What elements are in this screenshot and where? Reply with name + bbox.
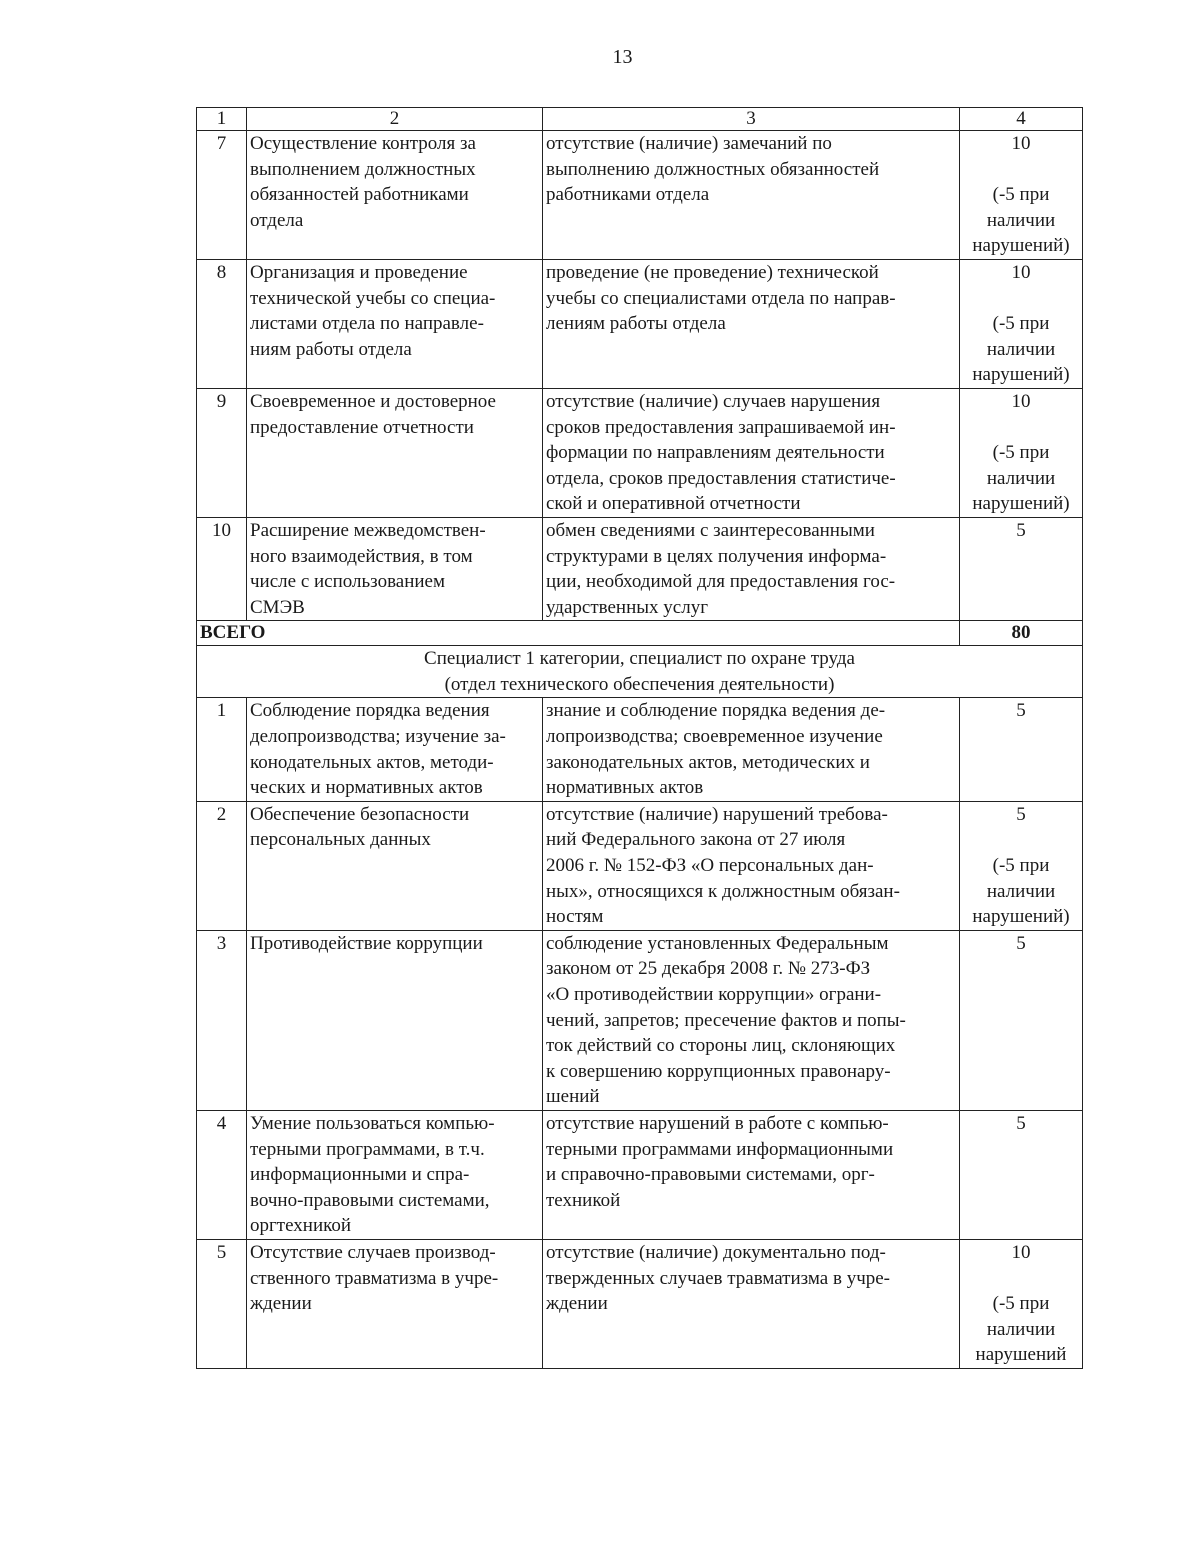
- table-row: [197, 698, 1083, 801]
- criterion-line: ниям работы отдела: [250, 338, 412, 360]
- row-number: 9: [197, 388, 247, 517]
- points-cell: [960, 517, 1083, 620]
- indicator-line: ных», относящихся к должностным обязан-: [546, 880, 900, 902]
- criterion-line: персональных данных: [250, 829, 431, 851]
- penalty-line: наличии: [986, 338, 1056, 360]
- criterion-line: Умение пользоваться компью-: [250, 1112, 495, 1134]
- criterion-line: предоставление отчетности: [250, 416, 474, 438]
- indicator-line: работниками отдела: [546, 184, 710, 206]
- criterion-line: обязанностей работниками: [250, 184, 469, 206]
- criterion-line: Соблюдение порядка ведения: [250, 700, 490, 722]
- indicator-line: ждении: [546, 1293, 608, 1315]
- criterion-line: ного взаимодействия, в том: [250, 545, 473, 567]
- indicator-line: отдела, сроков предоставления статистиче-: [546, 467, 896, 489]
- criterion-line: Противодействие коррупции: [250, 932, 483, 954]
- penalty-line: нарушений): [972, 493, 1070, 515]
- points-value: 10: [1011, 1241, 1031, 1263]
- indicator-line: твержденных случаев травматизма в учре-: [546, 1267, 891, 1289]
- indicator-line: к совершению коррупционных правонару-: [546, 1060, 891, 1082]
- points-value: 5: [1016, 519, 1026, 541]
- points-value: 5: [1016, 700, 1026, 722]
- penalty-line: наличии: [986, 1318, 1056, 1340]
- section-title-line: (отдел технического обеспечения деятельности): [444, 673, 835, 695]
- points-value: 5: [1016, 803, 1026, 825]
- section-title: [197, 646, 1083, 698]
- indicator-cell: [543, 698, 960, 801]
- table-row: [197, 388, 1083, 517]
- penalty-line: нарушений): [972, 235, 1070, 257]
- points-cell: [960, 131, 1083, 260]
- criterion-line: выполнением должностных: [250, 158, 476, 180]
- indicator-line: учебы со специалистами отдела по направ-: [546, 287, 896, 309]
- criterion-cell: [247, 698, 543, 801]
- total-row: [197, 621, 1083, 646]
- indicator-line: формации по направлениям деятельности: [546, 442, 885, 464]
- indicator-line: обмен сведениями с заинтересованными: [546, 519, 875, 541]
- row-number: 10: [197, 517, 247, 620]
- indicator-line: техникой: [546, 1189, 621, 1211]
- header-cell: 3: [543, 108, 960, 131]
- criterion-cell: [247, 801, 543, 930]
- table-row: [197, 131, 1083, 260]
- indicator-cell: [543, 131, 960, 260]
- penalty-line: (-5 при: [992, 442, 1050, 464]
- points-cell: [960, 259, 1083, 388]
- table-row: [197, 517, 1083, 620]
- row-number: 3: [197, 930, 247, 1110]
- criterion-line: Организация и проведение: [250, 261, 468, 283]
- indicator-line: «О противодействии коррупции» ограни-: [546, 984, 882, 1005]
- criterion-cell: [247, 1110, 543, 1239]
- points-value: 5: [1016, 1112, 1026, 1134]
- indicator-line: сроков предоставления запрашиваемой ин-: [546, 416, 896, 438]
- indicator-cell: [543, 517, 960, 620]
- indicator-cell: [543, 1239, 960, 1368]
- row-number: 8: [197, 259, 247, 388]
- header-cell: 2: [247, 108, 543, 131]
- indicator-cell: [543, 930, 960, 1110]
- indicator-line: ции, необходимой для предоставления гос-: [546, 571, 896, 593]
- points-value: 5: [1016, 932, 1026, 954]
- indicator-line: ний Федерального закона от 27 июля: [546, 829, 846, 851]
- penalty-line: нарушений): [972, 906, 1070, 928]
- criterion-line: вочно-правовыми системами,: [250, 1189, 490, 1211]
- criterion-line: листами отдела по направле-: [250, 313, 484, 335]
- indicator-cell: [543, 801, 960, 930]
- indicator-line: чений, запретов; пресечение фактов и попы-: [546, 1009, 906, 1031]
- indicator-line: терными программами информационными: [546, 1138, 894, 1160]
- criterion-line: ческих и нормативных актов: [250, 777, 483, 799]
- criterion-cell: [247, 930, 543, 1110]
- table-row: [197, 930, 1083, 1110]
- criterion-line: делопроизводства; изучение за-: [250, 726, 506, 748]
- row-number: 1: [197, 698, 247, 801]
- section-title-row: [197, 646, 1083, 698]
- points-cell: [960, 698, 1083, 801]
- indicator-line: шений: [546, 1086, 600, 1108]
- criterion-line: терными программами, в т.ч.: [250, 1138, 485, 1160]
- indicator-line: отсутствие (наличие) документально под-: [546, 1241, 886, 1263]
- criterion-line: оргтехникой: [250, 1215, 352, 1237]
- criterion-cell: [247, 1239, 543, 1368]
- indicator-line: ностям: [546, 906, 604, 928]
- row-number: 5: [197, 1239, 247, 1368]
- row-number: 7: [197, 131, 247, 260]
- criterion-line: отдела: [250, 209, 304, 231]
- criterion-line: конодательных актов, методи-: [250, 751, 494, 773]
- total-value: 80: [960, 621, 1083, 646]
- penalty-line: (-5 при: [992, 313, 1050, 335]
- indicator-line: ток действий со стороны лиц, склоняющих: [546, 1035, 896, 1057]
- indicator-line: соблюдение установленных Федеральным: [546, 932, 889, 954]
- indicator-line: нормативных актов: [546, 777, 704, 799]
- criterion-cell: [247, 517, 543, 620]
- indicator-line: проведение (не проведение) технической: [546, 261, 879, 283]
- penalty-line: наличии: [986, 209, 1056, 231]
- indicator-cell: [543, 259, 960, 388]
- criterion-cell: [247, 131, 543, 260]
- criterion-line: числе с использованием: [250, 571, 446, 593]
- criterion-cell: [247, 388, 543, 517]
- points-value: 10: [1011, 261, 1031, 283]
- points-value: 10: [1011, 390, 1031, 412]
- header-cell: 1: [197, 108, 247, 131]
- criteria-table: [196, 107, 1083, 1369]
- penalty-line: (-5 при: [992, 1293, 1050, 1315]
- table-row: [197, 259, 1083, 388]
- criterion-line: технической учебы со специа-: [250, 287, 496, 309]
- table-row: [197, 1239, 1083, 1368]
- indicator-line: 2006 г. № 152-ФЗ «О персональных дан-: [546, 855, 874, 877]
- criterion-line: СМЭВ: [250, 596, 305, 618]
- criterion-line: ственного травматизма в учре-: [250, 1267, 499, 1289]
- indicator-line: лопроизводства; своевременное изучение: [546, 726, 883, 748]
- criterion-line: Отсутствие случаев производ-: [250, 1241, 496, 1263]
- table-row: [197, 1110, 1083, 1239]
- indicator-line: структурами в целях получения информа-: [546, 545, 887, 567]
- section-title-line: Специалист 1 категории, специалист по охране труда: [424, 648, 855, 670]
- indicator-line: законом от 25 декабря 2008 г. № 273-ФЗ: [546, 958, 871, 980]
- header-row: [197, 108, 1083, 131]
- points-cell: [960, 388, 1083, 517]
- points-cell: [960, 1239, 1083, 1368]
- penalty-line: (-5 при: [992, 855, 1050, 877]
- indicator-line: ударственных услуг: [546, 596, 708, 618]
- table-row: [197, 801, 1083, 930]
- page-number: 13: [612, 46, 633, 68]
- points-cell: [960, 1110, 1083, 1239]
- header-cell: 4: [960, 108, 1083, 131]
- indicator-line: отсутствие нарушений в работе с компью-: [546, 1112, 889, 1134]
- penalty-line: наличии: [986, 880, 1056, 902]
- total-label: ВСЕГО: [197, 621, 960, 646]
- indicator-line: законодательных актов, методических и: [546, 751, 870, 773]
- indicator-line: отсутствие (наличие) нарушений требова-: [546, 803, 888, 825]
- criterion-line: ждении: [250, 1293, 312, 1315]
- penalty-line: наличии: [986, 467, 1056, 489]
- points-cell: [960, 930, 1083, 1110]
- criterion-line: Своевременное и достоверное: [250, 390, 496, 412]
- indicator-cell: [543, 1110, 960, 1239]
- indicator-line: выполнению должностных обязанностей: [546, 158, 880, 180]
- indicator-cell: [543, 388, 960, 517]
- row-number: 4: [197, 1110, 247, 1239]
- points-value: 10: [1011, 133, 1031, 154]
- criterion-cell: [247, 259, 543, 388]
- points-cell: [960, 801, 1083, 930]
- penalty-line: (-5 при: [992, 184, 1050, 206]
- penalty-line: нарушений): [972, 364, 1070, 386]
- indicator-line: отсутствие (наличие) случаев нарушения: [546, 390, 881, 412]
- indicator-line: ской и оперативной отчетности: [546, 493, 801, 515]
- indicator-line: отсутствие (наличие) замечаний по: [546, 133, 832, 154]
- penalty-line: нарушений: [975, 1344, 1067, 1366]
- criterion-line: Осуществление контроля за: [250, 133, 476, 154]
- indicator-line: лениям работы отдела: [546, 313, 726, 335]
- indicator-line: знание и соблюдение порядка ведения де-: [546, 700, 886, 722]
- indicator-line: и справочно-правовыми системами, орг-: [546, 1164, 875, 1186]
- criterion-line: информационными и спра-: [250, 1164, 470, 1186]
- criterion-line: Расширение межведомствен-: [250, 519, 486, 541]
- row-number: 2: [197, 801, 247, 930]
- criterion-line: Обеспечение безопасности: [250, 803, 470, 825]
